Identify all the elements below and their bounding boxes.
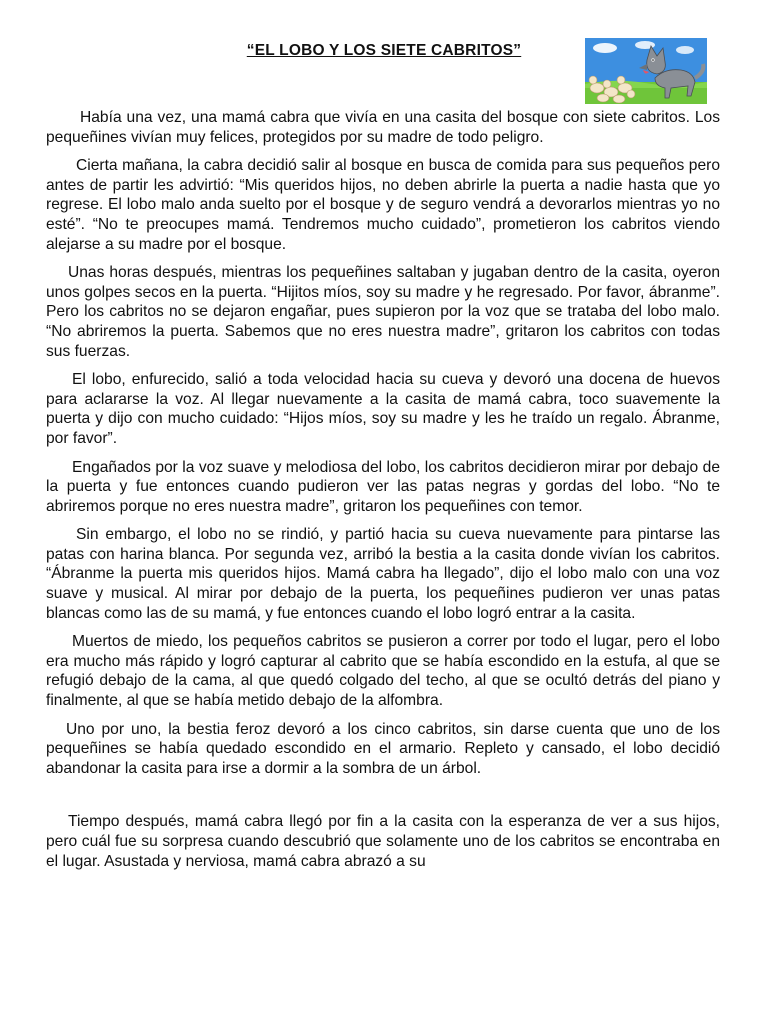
story-paragraph: Unas horas después, mientras los pequeñines saltaban y jugaban dentro de la casita, oyeron unos golpes secos en la puerta. “Hijitos míos, soy su madre y he regresado. Por favor, ábranme”. Pero los cabritos no se dejaron engañar, pues supieron por la voz que se trataba del lobo malo. “No abriremos la puerta. Sabemos que no eres nuestra madre”, gritaron los cabritos con todas sus fuerzas. (46, 264, 720, 360)
story-paragraph: Sin embargo, el lobo no se rindió, y partió hacia su cueva nuevamente para pintarse las patas con harina blanca. Por segunda vez, arribó la bestia a la casita donde vivían los cabritos. “Ábranme la puerta mis queridos hijos. Mamá cabra ha llegado”, dijo el lobo malo con una voz suave y musical. Al mirar por debajo de la puerta, los pequeñines pudieron ver unas patas blancas como las de su mamá, y fue entonces cuando el lobo logró entrar a la casita. (46, 526, 720, 622)
wolf-and-goats-illustration-icon (585, 38, 707, 104)
story-body (46, 108, 720, 879)
story-paragraph: Engañados por la voz suave y melodiosa del lobo, los cabritos decidieron mirar por debajo de la puerta y fue entonces cuando pudieron ver las patas negras y gordas del lobo. “No te abriremos porque no eres nuestra madre”, gritaron los pequeñines con temor. (46, 458, 720, 515)
story-paragraph: Tiempo después, mamá cabra llegó por fin a la casita con la esperanza de ver a sus hijos, pero cuál fue su sorpresa cuando descubrió que solamente uno de los cabritos se encontraba en el lugar. Asustada y nerviosa, mamá cabra abrazó a su (46, 813, 720, 870)
story-paragraph: Uno por uno, la bestia feroz devoró a los cinco cabritos, sin darse cuenta que uno de los pequeñines se había quedado escondido en el armario. Repleto y cansado, el lobo decidió abandonar la casita para irse a dormir a la sombra de un árbol. (46, 720, 720, 777)
story-paragraph: El lobo, enfurecido, salió a toda velocidad hacia su cueva y devoró una docena de huevos para aclararse la voz. Al llegar nuevamente a la casita de mamá cabra, toco suavemente la puerta y dijo con mucho cuidado: “Hijos míos, soy su madre y les he traído un regalo. Ábranme, por favor”. (46, 371, 720, 447)
story-title: “EL LOBO Y LOS SIETE CABRITOS” (246, 42, 522, 59)
story-paragraph: Cierta mañana, la cabra decidió salir al bosque en busca de comida para sus pequeños pero antes de partir les advirtió: “Mis queridos hijos, no deben abrirle la puerta a nadie hasta que yo regrese. El lobo malo anda suelto por el bosque y de seguro vendrá a devorarlos mientras yo no esté”. “No te preocupes mamá. Tendremos mucho cuidado”, prometieron los cabritos viendo alejarse a su madre por el bosque. (46, 157, 720, 253)
story-paragraph: Había una vez, una mamá cabra que vivía en una casita del bosque con siete cabritos. Los pequeñines vivían muy felices, protegidos por su madre de todo peligro. (46, 109, 720, 146)
story-paragraph: Muertos de miedo, los pequeños cabritos se pusieron a correr por todo el lugar, pero el lobo era mucho más rápido y logró capturar al cabrito que se había escondido en la estufa, al que se refugió debajo de la cama, al que quedó colgado del techo, al que se ocultó detrás del piano y finalmente, al que se había metido debajo de la alfombra. (46, 633, 720, 710)
